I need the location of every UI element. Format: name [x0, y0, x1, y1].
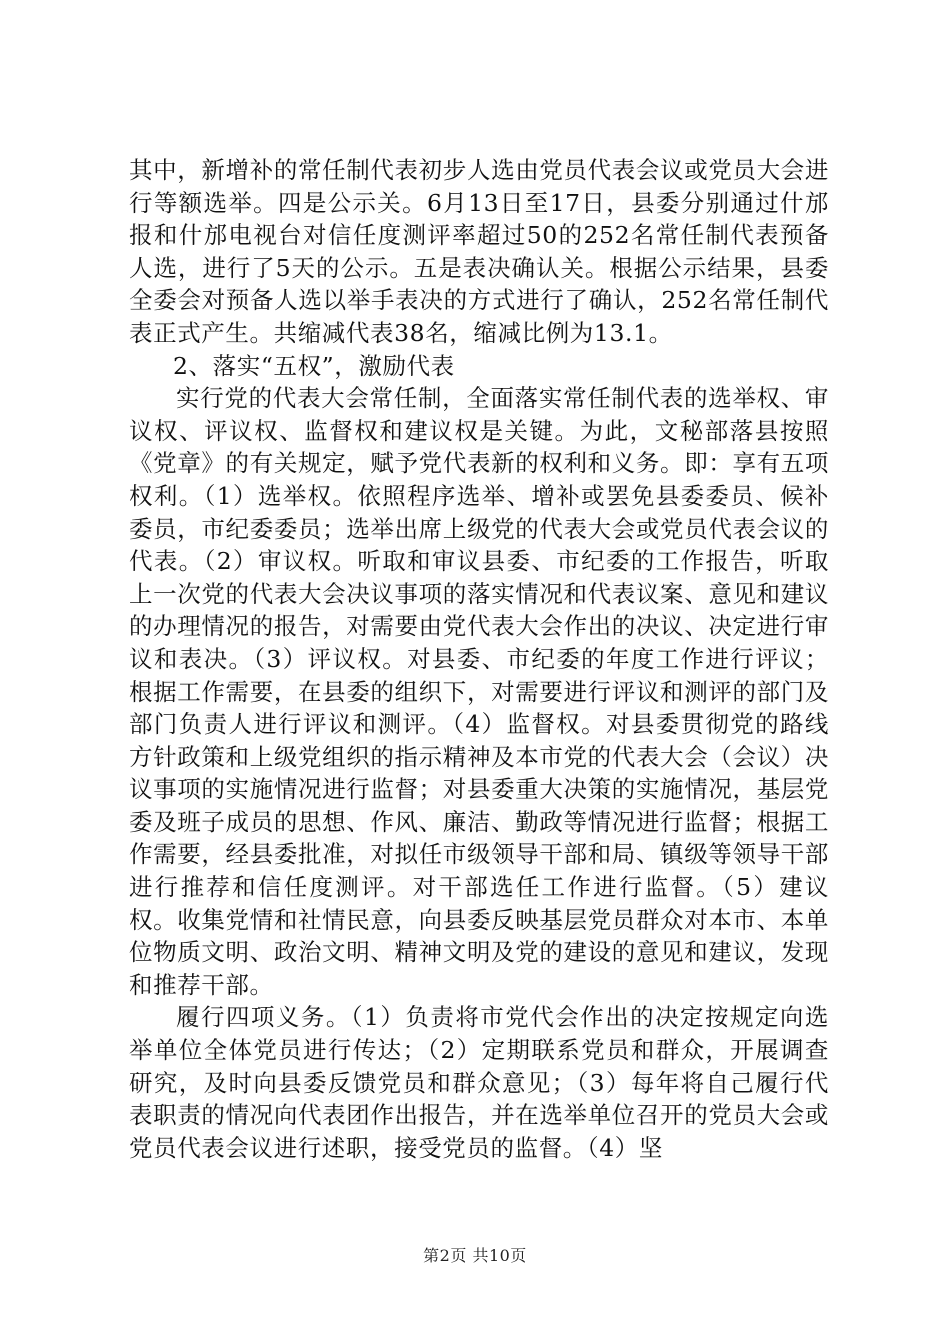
document-body: [129, 154, 829, 1164]
paragraph-election-process: 其中，新增补的常任制代表初步人选由党员代表会议或党员大会进行等额选举。四是公示关。6月13日至17日，县委分别通过什邡报和什邡电视台对信任度测评率超过50的252名常任制代表预备人选，进行了5天的公示。五是表决确认关。根据公示结果，县委全委会对预备人选以举手表决的方式进行了确认，252名常任制代表正式产生。共缩减代表38名，缩减比例为13.1。: [129, 156, 829, 347]
section-heading-five-rights: 2、落实“五权”，激励代表: [173, 351, 455, 380]
paragraph-five-rights: 实行党的代表大会常任制，全面落实常任制代表的选举权、审议权、评议权、监督权和建议权是关键。为此，文秘部落县按照《党章》的有关规定，赋予党代表新的权利和义务。即：享有五项权利。（1）选举权。依照程序选举、增补或罢免县委委员、候补委员，市纪委委员；选举出席上级党的代表大会或党员代表会议的代表。（2）审议权。听取和审议县委、市纪委的工作报告，听取上一次党的代表大会决议事项的落实情况和代表议案、意见和建议的办理情况的报告，对需要由党代表大会作出的决议、决定进行审议和表决。（3）评议权。对县委、市纪委的年度工作进行评议；根据工作需要，在县委的组织下，对需要进行评议和测评的部门及部门负责人进行评议和测评。（4）监督权。对县委贯彻党的路线方针政策和上级党组织的指示精神及本市党的代表大会（会议）决议事项的实施情况进行监督；对县委重大决策的实施情况，基层党委及班子成员的思想、作风、廉洁、勤政等情况进行监督；根据工作需要，经县委批准，对拟任市级领导干部和局、镇级等领导干部进行推荐和信任度测评。对干部选任工作进行监督。（5）建议权。收集党情和社情民意，向县委反映基层党员群众对本市、本单位物质文明、政治文明、精神文明及党的建设的意见和建议，发现和推荐干部。: [129, 384, 829, 999]
page-number-footer: 第2页 共10页: [423, 1246, 527, 1265]
paragraph-four-duties: 履行四项义务。（1）负责将市党代会作出的决定按规定向选举单位全体党员进行传达；（2）定期联系党员和群众，开展调查研究，及时向县委反馈党员和群众意见；（3）每年将自己履行代表职责的情况向代表团作出报告，并在选举单位召开的党员大会或党员代表会议进行述职，接受党员的监督。（4）坚: [129, 1003, 829, 1162]
